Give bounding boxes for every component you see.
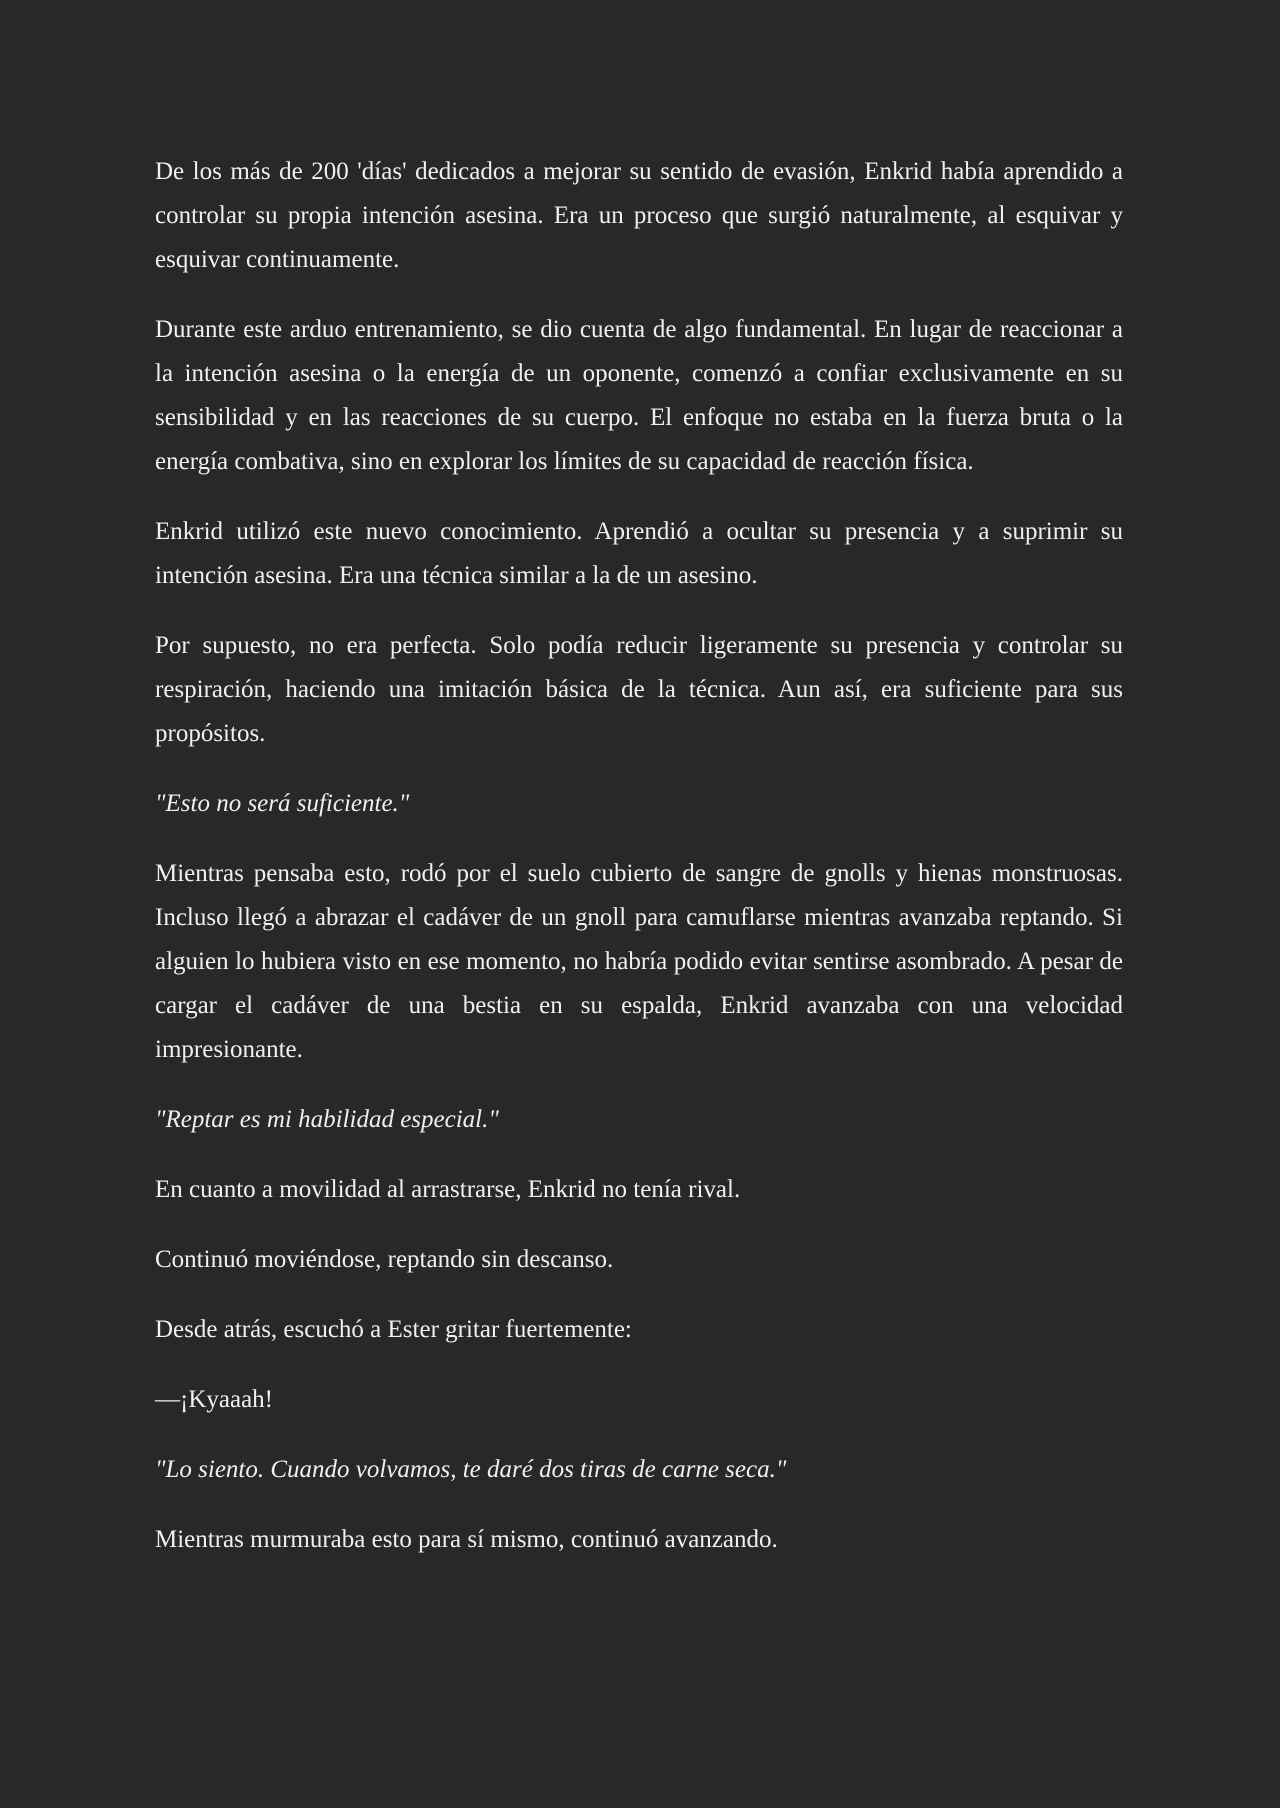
thought-quote: "Reptar es mi habilidad especial."	[155, 1106, 499, 1133]
paragraph: Continuó moviéndose, reptando sin descanso.	[155, 1246, 614, 1273]
paragraph: De los más de 200 'días' dedicados a mejorar su sentido de evasión, Enkrid había aprendido a controlar su propia intención asesina. Era un proceso que surgió naturalmente, al esquivar y esquivar continuamente.	[155, 158, 1123, 273]
paragraph: En cuanto a movilidad al arrastrarse, Enkrid no tenía rival.	[155, 1176, 741, 1203]
paragraph: Mientras murmuraba esto para sí mismo, continuó avanzando.	[155, 1526, 778, 1553]
paragraph: Por supuesto, no era perfecta. Solo podía reducir ligeramente su presencia y controlar su respiración, haciendo una imitación básica de la técnica. Aun así, era suficiente para sus propósitos.	[155, 632, 1123, 747]
thought-quote: "Esto no será suficiente."	[155, 790, 410, 817]
document-page	[155, 150, 1123, 1588]
paragraph: Desde atrás, escuchó a Ester gritar fuertemente:	[155, 1316, 632, 1343]
paragraph: Mientras pensaba esto, rodó por el suelo cubierto de sangre de gnolls y hienas monstruosas. Incluso llegó a abrazar el cadáver de un gnoll para camuflarse mientras avanzaba reptando. Si alguien lo hubiera visto en ese momento, no habría podido evitar sentirse asombrado. A pesar de cargar el cadáver de una bestia en su espalda, Enkrid avanzaba con una velocidad impresionante.	[155, 860, 1123, 1063]
paragraph: Enkrid utilizó este nuevo conocimiento. Aprendió a ocultar su presencia y a suprimir su intención asesina. Era una técnica similar a la de un asesino.	[155, 518, 1123, 589]
thought-quote: "Lo siento. Cuando volvamos, te daré dos tiras de carne seca."	[155, 1456, 787, 1483]
dialogue-line: —¡Kyaaah!	[155, 1386, 273, 1413]
paragraph: Durante este arduo entrenamiento, se dio cuenta de algo fundamental. En lugar de reaccionar a la intención asesina o la energía de un oponente, comenzó a confiar exclusivamente en su sensibilidad y en las reacciones de su cuerpo. El enfoque no estaba en la fuerza bruta o la energía combativa, sino en explorar los límites de su capacidad de reacción física.	[155, 316, 1123, 475]
